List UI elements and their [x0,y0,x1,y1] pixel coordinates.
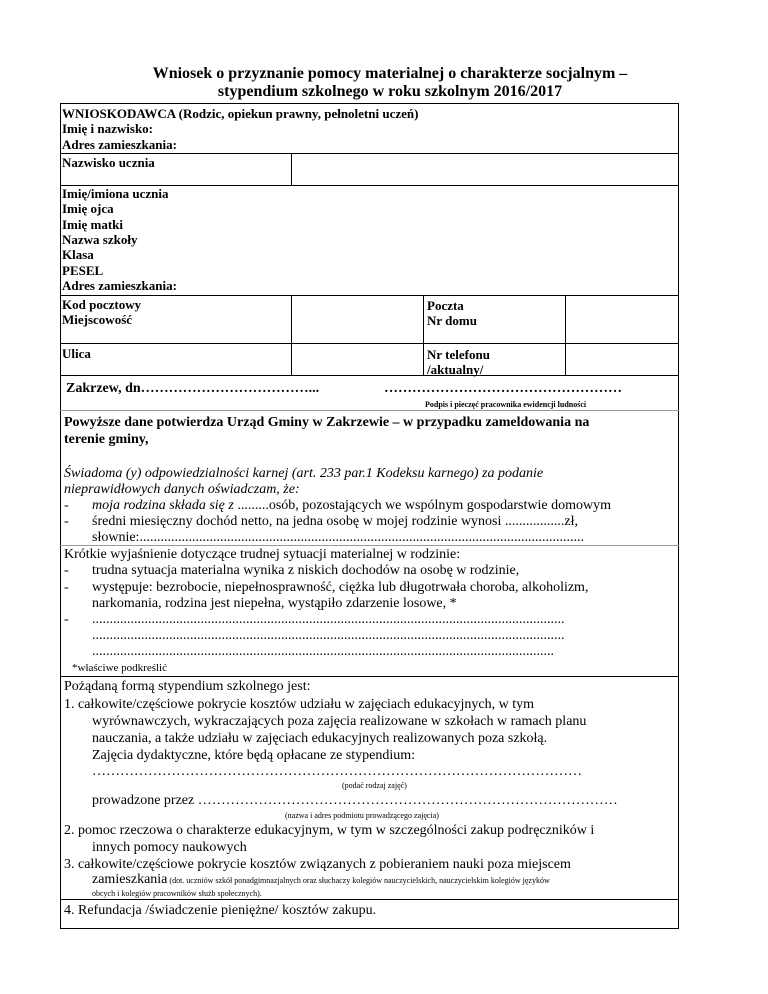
form-option-3-note: (dot. uczniów szkół ponadgimnazjalnych oraz słuchaczy kolegiów nauczycielskich, nauczycielskim kolegiów języków [167,876,550,885]
income-field[interactable]: średni miesięczny dochód netto, na jedna osobę w mojej rodzinie wynosi .................zł, [92,514,579,529]
place-date-field[interactable]: Zakrzew, dn………………………………... [66,381,320,396]
income-in-words-field[interactable]: słownie:............................................................................................................................... [92,530,584,545]
form-title-line2: stypendium szkolnego w roku szkolnym 2016/2017 [217,83,563,100]
student-firstnames-label: Imię/imiona ucznia [62,186,169,201]
declaration-bullet: - [64,514,69,529]
hardship-other-field[interactable]: .................................................................................................................................... [92,644,554,659]
applicant-address-label[interactable]: Adres zamieszkania: [62,137,177,152]
post-office-label: Poczta [427,298,464,313]
mother-name-label: Imię matki [62,217,124,232]
divider [60,899,679,900]
form-option-3-note-cont: obcych i kolegiów pracowników służb społecznych). [92,889,262,898]
student-surname-label: Nazwisko ucznia [62,155,155,170]
house-number-label: Nr domu [427,313,477,328]
form-option-3-word: zamieszkania [92,872,168,887]
divider [60,410,679,411]
hardship-bullet: - [64,612,69,627]
divider [60,545,679,546]
family-size-field[interactable]: .........osób, pozostających we wspólnym gospodarstwie domowym [233,498,612,513]
father-name-label: Imię ojca [62,201,114,216]
form-option-1-text: Zajęcia dydaktyczne, które będą opłacane ze stypendium: [92,748,416,763]
declaration-line2: nieprawidłowych danych oświadczam, że: [64,482,300,497]
activities-caption: (podać rodzaj zajęć) [342,781,407,790]
divider [60,153,679,154]
form-title-line1: Wniosek o przyznanie pomocy materialnej o charakterze socjalnym – [152,65,628,82]
form-option-2[interactable]: 2. pomoc rzeczowa o charakterze edukacyjnym, w tym w szczególności zakup podręczników i [64,823,595,838]
form-option-4[interactable]: 4. Refundacja /świadczenie pieniężne/ kosztów zakupu. [64,903,377,918]
signature-line[interactable]: …………………………………………… [384,381,622,396]
form-option-1-text: wyrównawczych, wykraczających poza zajęcia realizowane w szkołach w ramach planu [92,714,587,729]
hardship-bullet: - [64,563,69,578]
divider [60,295,679,296]
cell-divider [565,295,566,375]
applicant-header: WNIOSKODAWCA (Rodzic, opiekun prawny, pełnoletni uczeń) [62,106,419,121]
signature-caption: Podpis i pieczęć pracownika ewidencji ludności [425,400,587,409]
class-label: Klasa [62,247,94,262]
street-label: Ulica [62,346,91,361]
form-option-1-text: nauczania, a także udziału w zajęciach edukacyjnych realizowanych poza szkołą. [92,731,548,746]
applicant-name-label[interactable]: Imię i nazwisko: [62,121,153,136]
student-address-label: Adres zamieszkania: [62,278,177,293]
hardship-option-conditions-cont[interactable]: narkomania, rodzina jest niepełna, wystąpiło zdarzenie losowe, * [92,596,457,611]
confirmation-line2: terenie gminy, [64,432,149,447]
divider [60,343,679,344]
provider-field[interactable]: prowadzone przez ……………………………………………………………………………… [92,793,618,808]
footnote: *właściwe podkreślić [72,662,167,674]
declaration-line1: Świadoma (y) odpowiedzialności karnej (art. 233 par.1 Kodeksu karnego) za podanie [64,466,544,481]
phone-label: Nr telefonu [427,347,490,362]
form-option-3-text [92,872,550,888]
family-size-item[interactable] [92,498,611,514]
cell-divider [423,295,424,375]
school-name-label: Nazwa szkoły [62,232,138,247]
divider [60,676,679,677]
divider [60,375,679,376]
forms-heading: Pożądaną formą stypendium szkolnego jest: [64,679,311,694]
hardship-bullet: - [64,580,69,595]
hardship-heading: Krótkie wyjaśnienie dotyczące trudnej sytuacji materialnej w rodzinie: [64,547,461,562]
activities-field[interactable]: …………………………………………………………………………………………… [92,764,582,779]
hardship-option-low-income[interactable]: trudna sytuacja materialna wynika z niskich dochodów na osobę w rodzinie, [92,563,520,578]
provider-caption: (nazwa i adres podmiotu prowadzącego zajęcia) [285,811,439,820]
phone-label-note: /aktualny/ [427,362,484,377]
city-label: Miejscowość [62,312,133,327]
hardship-option-conditions[interactable]: występuje: bezrobocie, niepełnosprawność, ciężka lub długotrwała choroba, alkoholizm, [92,580,589,595]
hardship-other-field[interactable]: ....................................................................................................................................... [92,628,565,643]
postcode-label: Kod pocztowy [62,297,142,312]
hardship-other-field[interactable]: ....................................................................................................................................... [92,612,565,627]
cell-divider [291,153,292,185]
form-option-3[interactable]: 3. całkowite/częściowe pokrycie kosztów związanych z pobieraniem nauki poza miejscem [64,857,571,872]
form-option-1[interactable]: 1. całkowite/częściowe pokrycie kosztów udziału w zajęciach edukacyjnych, w tym [64,697,534,712]
cell-divider [291,295,292,375]
form-option-2-text: innych pomocy naukowych [92,840,247,855]
pesel-label: PESEL [62,263,104,278]
confirmation-line1: Powyższe dane potwierdza Urząd Gminy w Zakrzewie – w przypadku zameldowania na [64,415,590,430]
family-size-text: moja rodzina składa się z [92,498,234,513]
declaration-bullet: - [64,498,69,513]
form-title [60,65,720,101]
